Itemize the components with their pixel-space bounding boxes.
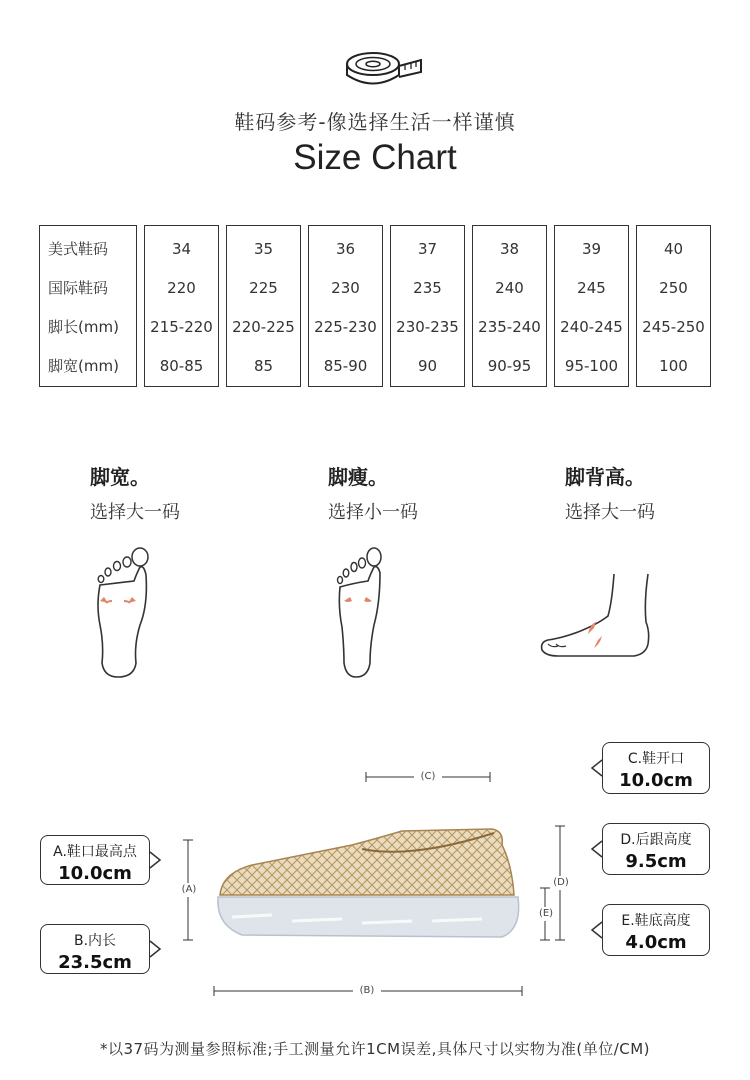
table-cell: 35 [253, 240, 274, 258]
tip-advice-instep: 选择大一码 [565, 502, 655, 523]
size-column [636, 225, 711, 387]
table-cell: 220-225 [232, 318, 295, 336]
table-cell: 225-230 [314, 318, 377, 336]
table-cell: 95-100 [564, 357, 619, 375]
table-cell: 240 [495, 279, 524, 297]
tip-advice-wide: 选择大一码 [90, 502, 180, 523]
row-label: 国际鞋码 [48, 279, 109, 297]
table-cell: 250 [659, 279, 688, 297]
measure-c-value: 10.0cm [619, 770, 693, 791]
measure-d-label: D.后跟高度 [620, 832, 692, 848]
table-cell: 220 [167, 279, 196, 297]
marker-d: (D) [553, 877, 569, 888]
marker-b: (B) [359, 985, 375, 996]
table-cell: 40 [663, 240, 684, 258]
measure-d-value: 9.5cm [625, 851, 687, 872]
table-cell: 37 [417, 240, 438, 258]
table-cell: 85 [253, 357, 274, 375]
table-cell: 90-95 [487, 357, 532, 375]
size-column [554, 225, 629, 387]
footnote: *以37码为测量参照标准;手工测量允许1CM误差,具体尺寸以实物为准(单位/CM) [99, 1040, 651, 1058]
table-cell: 230-235 [396, 318, 459, 336]
measure-b-value: 23.5cm [58, 952, 132, 973]
tape-measure-icon [345, 50, 425, 92]
size-column [308, 225, 383, 387]
tip-heading-narrow: 脚瘦。 [328, 465, 388, 489]
table-cell: 90 [417, 357, 438, 375]
tip-advice-narrow: 选择小一码 [328, 502, 418, 523]
page-subtitle: 鞋码参考-像选择生活一样谨慎 [234, 110, 516, 134]
callout-pointers [0, 730, 750, 990]
measure-b-label: B.内长 [73, 933, 117, 949]
size-column [472, 225, 547, 387]
table-cell: 85-90 [323, 357, 368, 375]
table-cell: 235 [413, 279, 442, 297]
marker-c: (C) [420, 771, 436, 782]
tip-heading-instep: 脚背高。 [565, 465, 645, 489]
row-label: 美式鞋码 [48, 240, 109, 258]
marker-a: (A) [181, 884, 197, 895]
table-cell: 235-240 [478, 318, 541, 336]
size-column [226, 225, 301, 387]
table-cell: 38 [499, 240, 520, 258]
table-cell: 80-85 [159, 357, 204, 375]
table-cell: 230 [331, 279, 360, 297]
high-instep-foot-icon [538, 572, 658, 662]
table-cell: 39 [581, 240, 602, 258]
marker-e: (E) [538, 908, 554, 919]
size-column [390, 225, 465, 387]
page-title: Size Chart [293, 138, 457, 177]
table-cell: 215-220 [150, 318, 213, 336]
table-cell: 34 [171, 240, 192, 258]
table-cell: 245-250 [642, 318, 705, 336]
narrow-foot-icon [330, 545, 390, 680]
measure-c-label: C.鞋开口 [627, 751, 685, 767]
table-cell: 240-245 [560, 318, 623, 336]
measure-a-value: 10.0cm [58, 863, 132, 884]
table-cell: 100 [659, 357, 688, 375]
row-label: 脚宽(mm) [48, 357, 119, 375]
tip-heading-wide: 脚宽。 [90, 465, 150, 489]
wide-foot-icon [88, 545, 158, 680]
measure-a-label: A.鞋口最高点 [53, 844, 137, 860]
size-table-header-column [39, 225, 137, 387]
measure-e-label: E.鞋底高度 [621, 913, 691, 929]
table-cell: 225 [249, 279, 278, 297]
size-column [144, 225, 219, 387]
table-cell: 36 [335, 240, 356, 258]
measure-e-value: 4.0cm [625, 932, 687, 953]
table-cell: 245 [577, 279, 606, 297]
row-label: 脚长(mm) [48, 318, 119, 336]
